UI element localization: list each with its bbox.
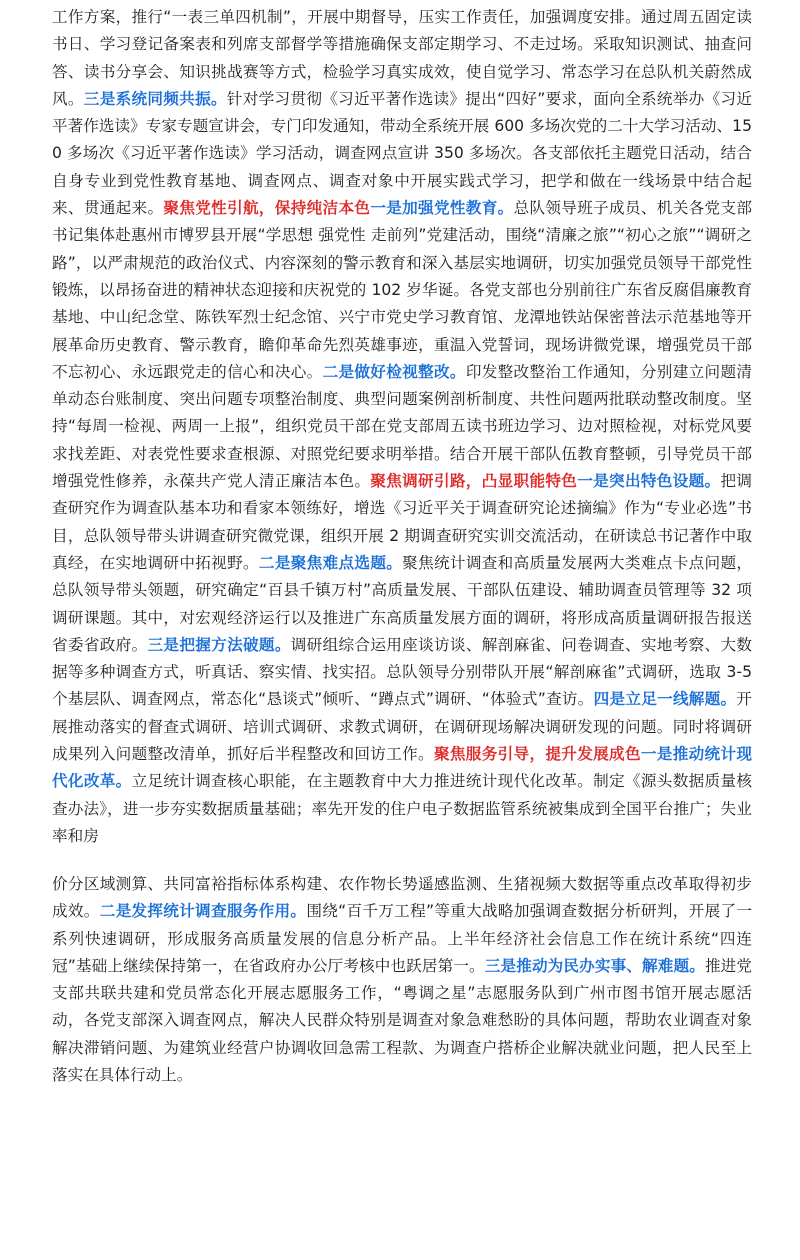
text-segment: 推进党支部共联共建和党员常态化开展志愿服务工作，“粤调之星”志愿服务队到广州市图书馆开展志愿活动，各党支部深入调查网点，解决人民群众特别是调查对象急难愁盼的具体问题，帮助农业调查对象解决滞销问题、为建筑业经营户协调收回急需工程款、为调查户搭桥企业解决就业问题，把人民至上落实在具体行动上。: [52, 956, 752, 1085]
text-segment: 总队领导班子成员、机关各党支部书记集体赴惠州市博罗县开展“学思想 强党性 走前列”党建活动，围绕“清廉之旅”“初心之旅”“调研之路”，以严肃规范的政治仪式、内容深刻的警示教育和深入基层实地调研，切实加强党员领导干部党性锻炼，以昂扬奋进的精神状态迎接和庆祝党的 102 岁华诞。各党支部也分别前往广东省反腐倡廉教育基地、中山纪念堂、陈铁军烈士纪念馆、兴宁市党史学习教育馆、龙潭地铁站保密普法示范基地等开展革命历史教育、警示教育，瞻仰革命先烈英雄事迹，重温入党誓词，现场讲微党课，增强党员干部不忘初心、永远跟党走的信心和决心。: [52, 199, 752, 381]
text-segment: 立足统计调查核心职能，在主题教育中大力推进统计现代化改革。制定《源头数据质量核查办法》，进一步夯实数据质量基础；率先开发的住户电子数据监管系统被集成到全国平台推广；失业率和房: [52, 772, 752, 845]
subsection-heading: 一是突出特色设题。: [577, 472, 721, 491]
section-heading: 聚焦党性引航，保持纯洁本色: [163, 199, 371, 218]
subsection-heading: 三是推动为民办实事、解难题。: [484, 956, 705, 975]
subsection-heading: 二是发挥统计调查服务作用。: [99, 902, 307, 921]
subsection-heading: 二是聚焦难点选题。: [258, 553, 403, 572]
subsection-heading: 四是立足一线解题。: [593, 690, 737, 709]
body-paragraph-1: [52, 4, 752, 850]
text-segment: 围绕“百千万工程”等重大战略加强调查数据分析研判，开展了一系列快速调研，形成服务高质量发展的信息分析产品。上半年经济社会信息工作在统计系统“四连冠”基础上继续保持第一，在省政府办公厅考核中也跃居第一。: [52, 902, 752, 975]
subsection-heading: 二是做好检视整改。: [322, 362, 466, 381]
subsection-heading: 一是加强党性教育。: [370, 199, 514, 218]
text-segment: 印发整改整治工作通知，分别建立问题清单动态台账制度、突出问题专项整治制度、典型问题案例剖析制度、共性问题两批联动整改制度。坚持“每周一检视、两周一上报”，组织党员干部在党支部周五读书班边学习、边对照检视，对标党风要求找差距、对表党性要求查根源、对照党纪要求明举措。结合开展干部队伍教育整顿，引导党员干部增强党性修养，永葆共产党人清正廉洁本色。: [52, 362, 752, 491]
text-segment: 聚焦统计调查和高质量发展两大类难点卡点问题，总队领导带头领题，研究确定“百县千镇万村”高质量发展、干部队伍建设、辅助调查员管理等 32 项调研课题。其中，对宏观经济运行以及推进广东高质量发展方面的调研，将形成高质量调研报告报送省委省政府。: [52, 553, 752, 654]
text-segment: 把调查研究作为调查队基本功和看家本领练好，增选《习近平关于调查研究论述摘编》作为“专业必选”书目，总队领导带头讲调查研究微党课，组织开展 2 期调查研究实训交流活动，在研读总书记著作中取真经，在实地调研中拓视野。: [52, 472, 752, 572]
text-segment: 工作方案，推行“一表三单四机制”，开展中期督导，压实工作责任，加强调度安排。通过周五固定读书日、学习登记备案表和列席支部督学等措施确保支部定期学习、不走过场。采取知识测试、抽查问答、读书分享会、知识挑战赛等方式，检验学习真实成效，使自觉学习、常态学习在总队机关蔚然成风。: [52, 8, 752, 108]
section-heading: 聚焦服务引导，提升发展成色: [433, 745, 641, 764]
subsection-heading: 一是推动统计现代化改革。: [52, 745, 752, 791]
text-segment: 调研组综合运用座谈访谈、解剖麻雀、问卷调查、实地考察、大数据等多种调查方式，听真话、察实情、找实招。总队领导分别带队开展“解剖麻雀”式调研，选取 3-5 个基层队、调查网点，常态化“恳谈式”倾听、“蹲点式”调研、“体验式”查访。: [52, 635, 752, 709]
subsection-heading: 三是系统同频共振。: [83, 89, 227, 108]
section-heading: 聚焦调研引路，凸显职能特色: [370, 472, 578, 491]
subsection-heading: 三是把握方法破题。: [147, 635, 291, 654]
text-segment: 针对学习贯彻《习近平著作选读》提出“四好”要求，面向全系统举办《习近平著作选读》专家专题宣讲会，专门印发通知，带动全系统开展 600 多场次党的二十大学习活动、150 多场次《习近平著作选读》学习活动，调查网点宣讲 350 多场次。各支部依托主题党日活动，结合自身专业到党性教育基地、调查网点、调查对象中开展实践式学习，把学和做在一线场景中结合起来、贯通起来。: [52, 89, 752, 218]
text-segment: 价分区域测算、共同富裕指标体系构建、农作物长势遥感监测、生猪视频大数据等重点改革取得初步成效。: [52, 875, 752, 921]
text-segment: 开展推动落实的督查式调研、培训式调研、求教式调研，在调研现场解决调研发现的问题。同时将调研成果列入问题整改清单，抓好后半程整改和回访工作。: [52, 690, 752, 764]
body-paragraph-2: [52, 871, 752, 1089]
